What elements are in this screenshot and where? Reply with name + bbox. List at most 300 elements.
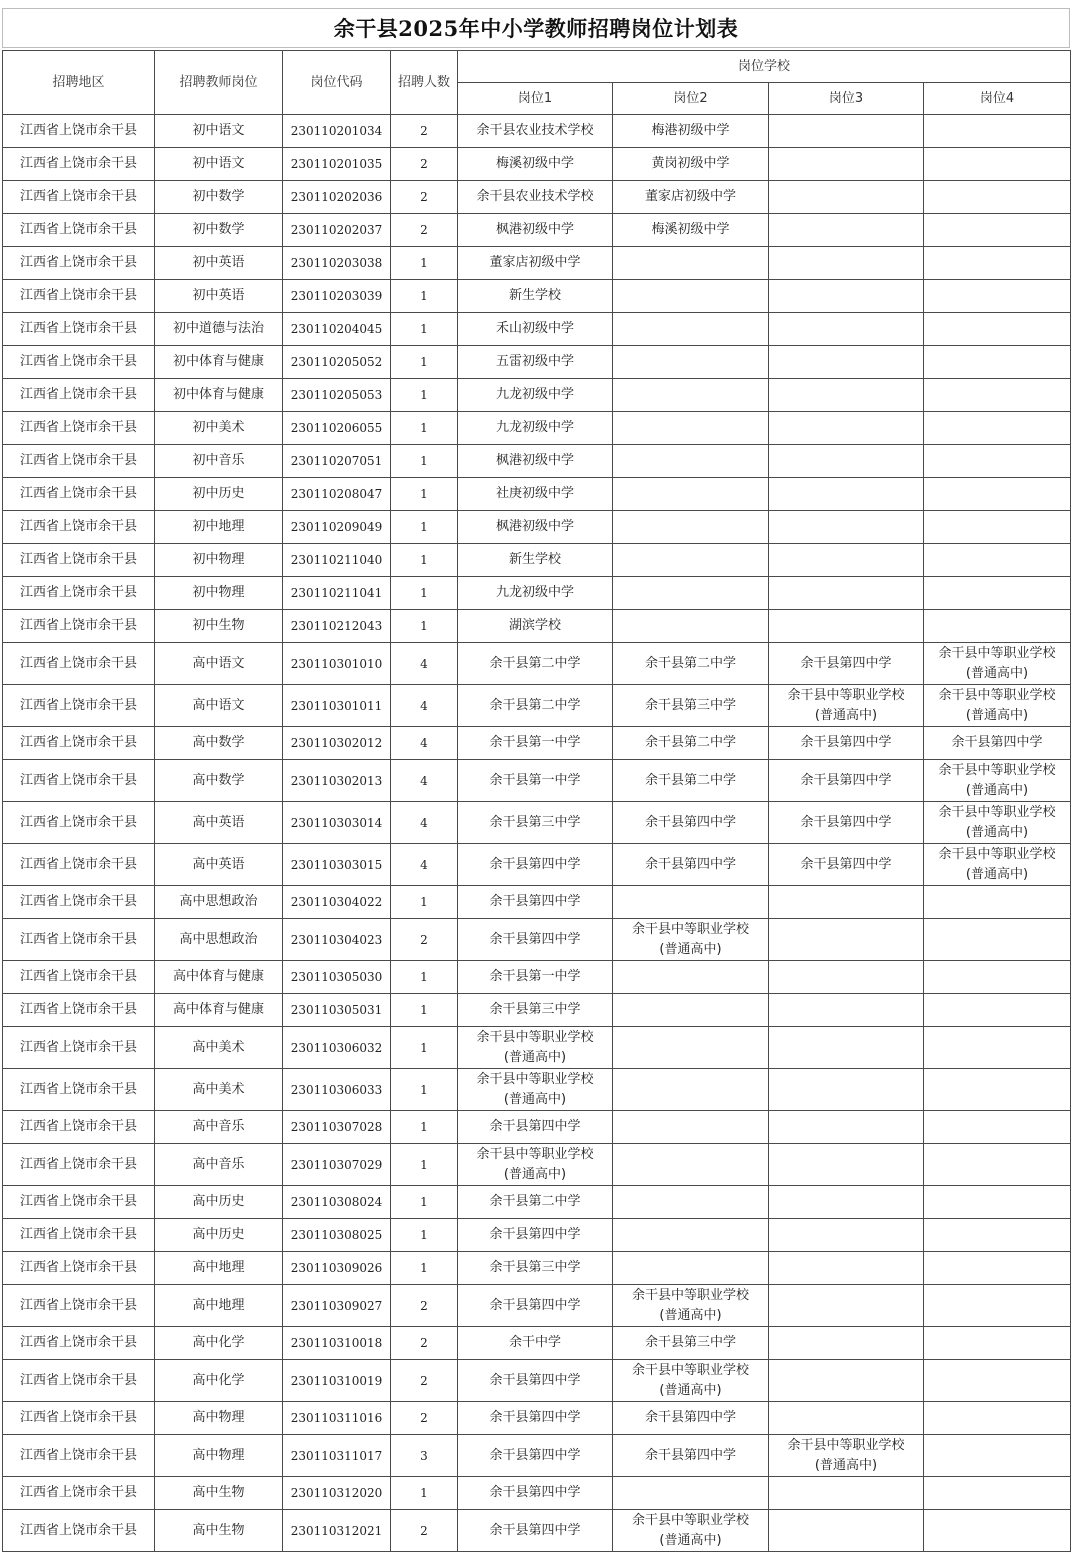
- table-body: [3, 115, 1071, 1552]
- school-cell-2: [613, 994, 769, 1027]
- code-cell: 230110308024: [283, 1186, 391, 1219]
- school-cell-2: 董家店初级中学: [613, 181, 769, 214]
- table-row: [3, 511, 1071, 544]
- school-cell-3: [769, 685, 924, 727]
- table-row: [3, 1402, 1071, 1435]
- page-title: 余干县2025年中小学教师招聘岗位计划表: [333, 16, 739, 41]
- school-cell-4: [924, 1402, 1071, 1435]
- code-cell: 230110203039: [283, 280, 391, 313]
- region-cell: 江西省上饶市余干县: [3, 1252, 155, 1285]
- school-cell-3: [769, 577, 924, 610]
- school-cell-3: [769, 346, 924, 379]
- region-cell: 江西省上饶市余干县: [3, 577, 155, 610]
- school-cell-3: [769, 148, 924, 181]
- code-cell: 230110310018: [283, 1327, 391, 1360]
- school-cell-2: 余干县第四中学: [613, 802, 769, 844]
- school-cell-3: [769, 1186, 924, 1219]
- region-cell: 江西省上饶市余干县: [3, 1027, 155, 1069]
- table-row: [3, 1069, 1071, 1111]
- school-name: 余干县中等职业学校: [938, 846, 1056, 862]
- header-region: 招聘地区: [3, 51, 155, 115]
- count-cell: 1: [391, 511, 458, 544]
- school-cell-2: [613, 1285, 769, 1327]
- school-cell-4: [924, 685, 1071, 727]
- count-cell: 4: [391, 844, 458, 886]
- position-cell: 高中英语: [155, 844, 283, 886]
- school-cell-1: 新生学校: [458, 544, 613, 577]
- school-cell-4: [924, 247, 1071, 280]
- school-cell-4: [924, 802, 1071, 844]
- count-cell: 1: [391, 886, 458, 919]
- school-cell-1: 余干县第四中学: [458, 1435, 613, 1477]
- school-cell-1: 余干县第四中学: [458, 1285, 613, 1327]
- school-cell-4: [924, 1252, 1071, 1285]
- school-cell-2: 余干县第二中学: [613, 643, 769, 685]
- school-cell-1: [458, 1069, 613, 1111]
- region-cell: 江西省上饶市余干县: [3, 1360, 155, 1402]
- school-cell-4: [924, 844, 1071, 886]
- school-cell-1: 余干县第二中学: [458, 685, 613, 727]
- position-cell: 初中物理: [155, 544, 283, 577]
- position-cell: 高中语文: [155, 643, 283, 685]
- region-cell: 江西省上饶市余干县: [3, 1402, 155, 1435]
- school-cell-2: 余干县第三中学: [613, 685, 769, 727]
- school-cell-2: [613, 346, 769, 379]
- position-cell: 初中地理: [155, 511, 283, 544]
- table-row: [3, 1510, 1071, 1552]
- count-cell: 2: [391, 181, 458, 214]
- count-cell: 1: [391, 994, 458, 1027]
- school-note: (普通高中): [503, 1049, 567, 1065]
- school-cell-2: [613, 886, 769, 919]
- school-cell-3: [769, 379, 924, 412]
- school-cell-1: 余干县第四中学: [458, 844, 613, 886]
- school-cell-2: [613, 1510, 769, 1552]
- school-cell-4: [924, 1435, 1071, 1477]
- position-cell: 初中生物: [155, 610, 283, 643]
- table-row: [3, 544, 1071, 577]
- school-cell-3: 余干县第四中学: [769, 760, 924, 802]
- position-cell: 高中思想政治: [155, 886, 283, 919]
- school-cell-3: 余干县第四中学: [769, 802, 924, 844]
- school-cell-1: 枫港初级中学: [458, 445, 613, 478]
- position-cell: 高中化学: [155, 1360, 283, 1402]
- school-cell-2: [613, 412, 769, 445]
- school-cell-1: 余干县第四中学: [458, 1402, 613, 1435]
- school-cell-2: [613, 445, 769, 478]
- school-cell-3: [769, 511, 924, 544]
- count-cell: 4: [391, 727, 458, 760]
- school-cell-4: [924, 961, 1071, 994]
- school-cell-2: [613, 1360, 769, 1402]
- school-cell-4: [924, 760, 1071, 802]
- title-bar: [2, 8, 1070, 48]
- position-cell: 高中地理: [155, 1285, 283, 1327]
- school-note: (普通高中): [659, 1307, 722, 1323]
- position-cell: 初中历史: [155, 478, 283, 511]
- region-cell: 江西省上饶市余干县: [3, 1285, 155, 1327]
- code-cell: 230110209049: [283, 511, 391, 544]
- school-cell-3: [769, 1252, 924, 1285]
- count-cell: 2: [391, 148, 458, 181]
- school-cell-2: [613, 1027, 769, 1069]
- table-row: [3, 148, 1071, 181]
- count-cell: 2: [391, 919, 458, 961]
- school-cell-4: 余干县第四中学: [924, 727, 1071, 760]
- table-header: [3, 51, 1071, 115]
- school-cell-1: 余干县第四中学: [458, 1219, 613, 1252]
- region-cell: 江西省上饶市余干县: [3, 685, 155, 727]
- table-row: [3, 1360, 1071, 1402]
- code-cell: 230110203038: [283, 247, 391, 280]
- region-cell: 江西省上饶市余干县: [3, 610, 155, 643]
- school-cell-1: 余干县第三中学: [458, 1252, 613, 1285]
- school-cell-4: [924, 313, 1071, 346]
- school-cell-4: [924, 1111, 1071, 1144]
- school-cell-3: [769, 544, 924, 577]
- school-cell-2: [613, 1219, 769, 1252]
- school-cell-3: [769, 1069, 924, 1111]
- school-cell-1: 九龙初级中学: [458, 379, 613, 412]
- region-cell: 江西省上饶市余干县: [3, 802, 155, 844]
- school-cell-2: 余干县第四中学: [613, 1402, 769, 1435]
- position-cell: 高中美术: [155, 1027, 283, 1069]
- school-cell-2: 余干县第三中学: [613, 1327, 769, 1360]
- code-cell: 230110205053: [283, 379, 391, 412]
- school-cell-1: 余干县第四中学: [458, 1360, 613, 1402]
- position-cell: 初中英语: [155, 247, 283, 280]
- region-cell: 江西省上饶市余干县: [3, 886, 155, 919]
- region-cell: 江西省上饶市余干县: [3, 247, 155, 280]
- school-cell-3: [769, 181, 924, 214]
- table-row: [3, 313, 1071, 346]
- count-cell: 1: [391, 1252, 458, 1285]
- school-cell-2: 余干县第二中学: [613, 727, 769, 760]
- position-cell: 高中语文: [155, 685, 283, 727]
- school-cell-2: [613, 1144, 769, 1186]
- table-row: [3, 727, 1071, 760]
- school-cell-4: [924, 280, 1071, 313]
- position-cell: 初中音乐: [155, 445, 283, 478]
- school-cell-4: [924, 1360, 1071, 1402]
- code-cell: 230110307029: [283, 1144, 391, 1186]
- position-cell: 初中道德与法治: [155, 313, 283, 346]
- position-cell: 初中英语: [155, 280, 283, 313]
- table-row: [3, 610, 1071, 643]
- code-cell: 230110312021: [283, 1510, 391, 1552]
- table-row: [3, 181, 1071, 214]
- table-row: [3, 994, 1071, 1027]
- school-cell-2: 余干县第二中学: [613, 760, 769, 802]
- school-cell-2: [613, 1477, 769, 1510]
- table-row: [3, 1186, 1071, 1219]
- count-cell: 1: [391, 577, 458, 610]
- count-cell: 1: [391, 1219, 458, 1252]
- table-row: [3, 247, 1071, 280]
- code-cell: 230110208047: [283, 478, 391, 511]
- position-cell: 高中音乐: [155, 1144, 283, 1186]
- code-cell: 230110202036: [283, 181, 391, 214]
- school-cell-4: [924, 115, 1071, 148]
- table-row: [3, 1144, 1071, 1186]
- code-cell: 230110301011: [283, 685, 391, 727]
- school-cell-2: [613, 1252, 769, 1285]
- count-cell: 1: [391, 346, 458, 379]
- code-cell: 230110306032: [283, 1027, 391, 1069]
- school-cell-4: [924, 478, 1071, 511]
- region-cell: 江西省上饶市余干县: [3, 727, 155, 760]
- code-cell: 230110302013: [283, 760, 391, 802]
- school-cell-4: [924, 148, 1071, 181]
- school-name: 余干县中等职业学校: [938, 645, 1056, 661]
- school-cell-3: [769, 1144, 924, 1186]
- position-cell: 高中生物: [155, 1510, 283, 1552]
- region-cell: 江西省上饶市余干县: [3, 1219, 155, 1252]
- school-cell-3: [769, 1219, 924, 1252]
- position-cell: 高中化学: [155, 1327, 283, 1360]
- header-slot-2: 岗位2: [613, 83, 769, 115]
- position-cell: 初中数学: [155, 214, 283, 247]
- position-cell: 高中数学: [155, 760, 283, 802]
- code-cell: 230110311016: [283, 1402, 391, 1435]
- school-note: (普通高中): [503, 1166, 567, 1182]
- school-cell-2: 梅港初级中学: [613, 115, 769, 148]
- count-cell: 1: [391, 1069, 458, 1111]
- table-row: [3, 1285, 1071, 1327]
- school-cell-1: 九龙初级中学: [458, 577, 613, 610]
- school-cell-1: 禾山初级中学: [458, 313, 613, 346]
- table-row: [3, 760, 1071, 802]
- school-cell-2: [613, 961, 769, 994]
- position-cell: 高中物理: [155, 1435, 283, 1477]
- school-cell-3: [769, 1477, 924, 1510]
- school-cell-1: 枫港初级中学: [458, 214, 613, 247]
- school-cell-3: [769, 1435, 924, 1477]
- region-cell: 江西省上饶市余干县: [3, 1435, 155, 1477]
- school-cell-1: 余干县第四中学: [458, 1477, 613, 1510]
- school-cell-2: 黄岗初级中学: [613, 148, 769, 181]
- table-row: [3, 1219, 1071, 1252]
- region-cell: 江西省上饶市余干县: [3, 544, 155, 577]
- table-row: [3, 115, 1071, 148]
- code-cell: 230110309027: [283, 1285, 391, 1327]
- region-cell: 江西省上饶市余干县: [3, 346, 155, 379]
- school-cell-1: 余干县第二中学: [458, 1186, 613, 1219]
- school-cell-1: 梅溪初级中学: [458, 148, 613, 181]
- recruitment-sheet: [2, 8, 1070, 1552]
- header-count: 招聘人数: [391, 51, 458, 115]
- code-cell: 230110305030: [283, 961, 391, 994]
- school-name: 余干县中等职业学校: [938, 804, 1056, 820]
- school-cell-1: 余干县第四中学: [458, 886, 613, 919]
- recruitment-table: [2, 50, 1071, 1552]
- school-name: 余干县中等职业学校: [631, 1362, 749, 1378]
- school-note: (普通高中): [965, 707, 1029, 723]
- school-note: (普通高中): [814, 707, 878, 723]
- school-cell-4: [924, 1144, 1071, 1186]
- table-row: [3, 844, 1071, 886]
- school-cell-2: 梅溪初级中学: [613, 214, 769, 247]
- school-cell-4: [924, 886, 1071, 919]
- region-cell: 江西省上饶市余干县: [3, 1069, 155, 1111]
- code-cell: 230110311017: [283, 1435, 391, 1477]
- header-slot-4: 岗位4: [924, 83, 1071, 115]
- school-note: (普通高中): [965, 782, 1029, 798]
- school-name: 余干县中等职业学校: [476, 1071, 594, 1087]
- school-cell-4: [924, 379, 1071, 412]
- school-cell-3: [769, 886, 924, 919]
- region-cell: 江西省上饶市余干县: [3, 148, 155, 181]
- school-cell-4: [924, 1027, 1071, 1069]
- school-cell-1: 社庚初级中学: [458, 478, 613, 511]
- code-cell: 230110304023: [283, 919, 391, 961]
- school-name: 余干县中等职业学校: [938, 687, 1056, 703]
- table-row: [3, 280, 1071, 313]
- count-cell: 1: [391, 247, 458, 280]
- region-cell: 江西省上饶市余干县: [3, 1510, 155, 1552]
- school-cell-2: [613, 610, 769, 643]
- school-cell-2: 余干县第四中学: [613, 1435, 769, 1477]
- school-cell-1: 余干县农业技术学校: [458, 181, 613, 214]
- position-cell: 初中体育与健康: [155, 346, 283, 379]
- school-cell-3: [769, 1111, 924, 1144]
- table-row: [3, 577, 1071, 610]
- count-cell: 1: [391, 544, 458, 577]
- school-cell-1: 余干县第二中学: [458, 643, 613, 685]
- count-cell: 1: [391, 1111, 458, 1144]
- header-position: 招聘教师岗位: [155, 51, 283, 115]
- count-cell: 2: [391, 1510, 458, 1552]
- position-cell: 初中体育与健康: [155, 379, 283, 412]
- school-cell-4: [924, 511, 1071, 544]
- table-row: [3, 412, 1071, 445]
- school-cell-3: 余干县第四中学: [769, 727, 924, 760]
- count-cell: 1: [391, 1477, 458, 1510]
- region-cell: 江西省上饶市余干县: [3, 760, 155, 802]
- code-cell: 230110202037: [283, 214, 391, 247]
- school-cell-1: 新生学校: [458, 280, 613, 313]
- header-slot-3: 岗位3: [769, 83, 924, 115]
- code-cell: 230110308025: [283, 1219, 391, 1252]
- position-cell: 高中历史: [155, 1219, 283, 1252]
- school-cell-2: [613, 511, 769, 544]
- school-cell-3: [769, 961, 924, 994]
- region-cell: 江西省上饶市余干县: [3, 181, 155, 214]
- region-cell: 江西省上饶市余干县: [3, 1186, 155, 1219]
- count-cell: 2: [391, 214, 458, 247]
- code-cell: 230110302012: [283, 727, 391, 760]
- school-cell-3: [769, 1360, 924, 1402]
- school-cell-4: [924, 346, 1071, 379]
- count-cell: 2: [391, 115, 458, 148]
- region-cell: 江西省上饶市余干县: [3, 643, 155, 685]
- count-cell: 1: [391, 1027, 458, 1069]
- school-cell-1: 余干县第四中学: [458, 1111, 613, 1144]
- school-cell-3: 余干县第四中学: [769, 643, 924, 685]
- code-cell: 230110307028: [283, 1111, 391, 1144]
- position-cell: 初中语文: [155, 115, 283, 148]
- count-cell: 4: [391, 802, 458, 844]
- region-cell: 江西省上饶市余干县: [3, 445, 155, 478]
- school-cell-3: [769, 412, 924, 445]
- school-cell-4: [924, 412, 1071, 445]
- table-row: [3, 445, 1071, 478]
- count-cell: 2: [391, 1402, 458, 1435]
- school-cell-1: [458, 1027, 613, 1069]
- count-cell: 4: [391, 685, 458, 727]
- school-cell-1: 余干县第一中学: [458, 727, 613, 760]
- school-cell-1: 余干县第一中学: [458, 961, 613, 994]
- position-cell: 高中美术: [155, 1069, 283, 1111]
- position-cell: 高中英语: [155, 802, 283, 844]
- school-cell-3: [769, 1027, 924, 1069]
- code-cell: 230110201035: [283, 148, 391, 181]
- table-row: [3, 1111, 1071, 1144]
- school-cell-3: [769, 1510, 924, 1552]
- count-cell: 1: [391, 313, 458, 346]
- school-cell-4: [924, 610, 1071, 643]
- region-cell: 江西省上饶市余干县: [3, 1327, 155, 1360]
- school-name: 余干县中等职业学校: [631, 1512, 749, 1528]
- school-cell-2: [613, 1111, 769, 1144]
- school-name: 余干县中等职业学校: [938, 762, 1056, 778]
- school-cell-1: 九龙初级中学: [458, 412, 613, 445]
- region-cell: 江西省上饶市余干县: [3, 478, 155, 511]
- count-cell: 2: [391, 1327, 458, 1360]
- region-cell: 江西省上饶市余干县: [3, 280, 155, 313]
- school-cell-4: [924, 577, 1071, 610]
- position-cell: 高中体育与健康: [155, 961, 283, 994]
- code-cell: 230110207051: [283, 445, 391, 478]
- school-cell-3: [769, 247, 924, 280]
- position-cell: 初中美术: [155, 412, 283, 445]
- code-cell: 230110305031: [283, 994, 391, 1027]
- region-cell: 江西省上饶市余干县: [3, 412, 155, 445]
- region-cell: 江西省上饶市余干县: [3, 844, 155, 886]
- school-name: 余干县中等职业学校: [787, 687, 905, 703]
- table-row: [3, 961, 1071, 994]
- school-cell-1: 五雷初级中学: [458, 346, 613, 379]
- region-cell: 江西省上饶市余干县: [3, 115, 155, 148]
- school-cell-2: [613, 1186, 769, 1219]
- count-cell: 1: [391, 280, 458, 313]
- code-cell: 230110309026: [283, 1252, 391, 1285]
- school-cell-4: [924, 1186, 1071, 1219]
- position-cell: 高中思想政治: [155, 919, 283, 961]
- school-cell-4: [924, 214, 1071, 247]
- position-cell: 高中音乐: [155, 1111, 283, 1144]
- school-cell-2: [613, 478, 769, 511]
- table-row: [3, 643, 1071, 685]
- school-cell-1: 枫港初级中学: [458, 511, 613, 544]
- code-cell: 230110312020: [283, 1477, 391, 1510]
- table-row: [3, 802, 1071, 844]
- header-slot-1: 岗位1: [458, 83, 613, 115]
- school-cell-4: [924, 1219, 1071, 1252]
- school-cell-4: [924, 1477, 1071, 1510]
- school-cell-2: [613, 544, 769, 577]
- school-note: (普通高中): [503, 1091, 567, 1107]
- region-cell: 江西省上饶市余干县: [3, 313, 155, 346]
- school-cell-2: 余干县第四中学: [613, 844, 769, 886]
- school-cell-2: [613, 1069, 769, 1111]
- school-cell-3: [769, 445, 924, 478]
- school-cell-4: [924, 1069, 1071, 1111]
- count-cell: 1: [391, 1144, 458, 1186]
- count-cell: 2: [391, 1360, 458, 1402]
- school-note: (普通高中): [965, 824, 1029, 840]
- school-note: (普通高中): [965, 866, 1029, 882]
